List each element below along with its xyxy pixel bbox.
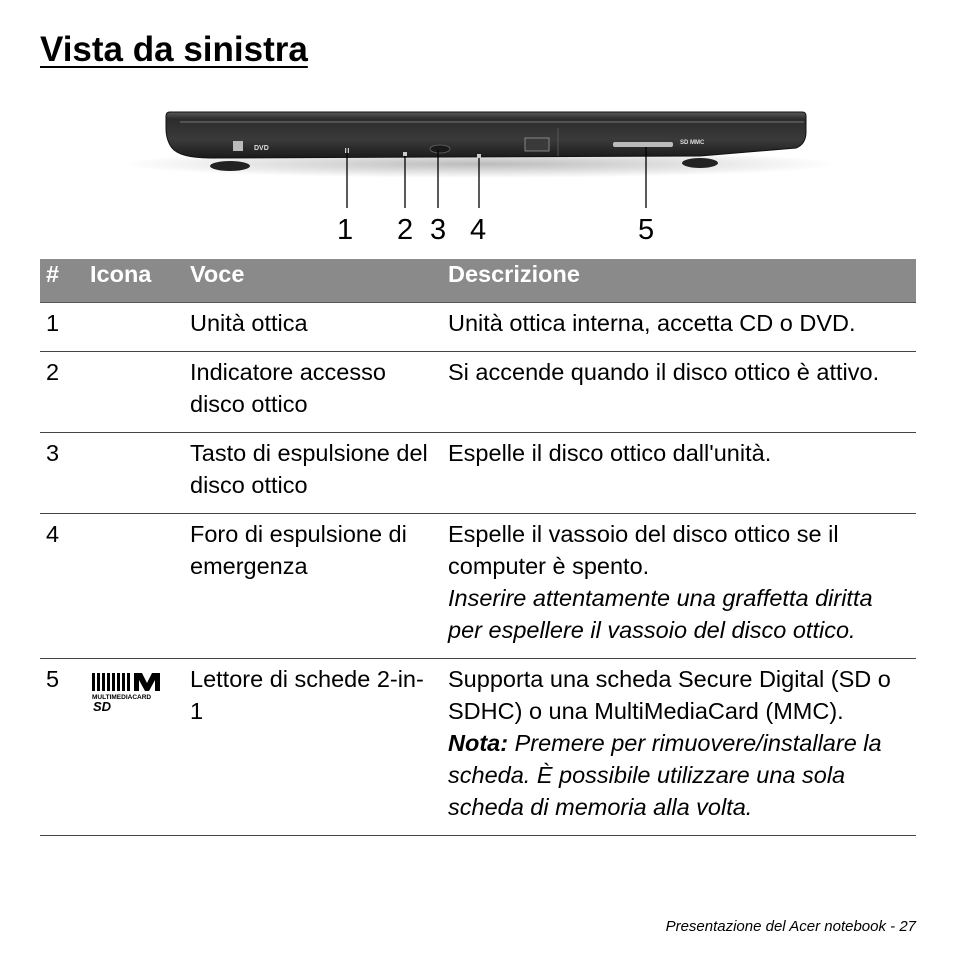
callout-number-3: 3	[430, 214, 447, 246]
row-description: Espelle il disco ottico dall'unità.	[442, 433, 916, 514]
row-note: Premere per rimuovere/installare la scheda. È possibile utilizzare una sola scheda di memoria alla volta.	[448, 730, 882, 820]
table-row	[40, 659, 916, 836]
emergency-eject-hole	[477, 154, 481, 158]
right-foot	[682, 158, 718, 168]
row-icon	[84, 352, 184, 433]
callout-number-4: 4	[470, 214, 487, 246]
header-icon: Icona	[84, 259, 184, 303]
dvd-logo: DVD	[254, 145, 269, 152]
page-footer: Presentazione del Acer notebook - 27	[665, 918, 916, 935]
table-row	[40, 303, 916, 352]
svg-text:MULTIMEDIACARD: MULTIMEDIACARD	[92, 694, 152, 701]
row-number: 2	[40, 352, 84, 433]
callout-number-2: 2	[397, 214, 414, 246]
row-icon	[84, 514, 184, 659]
row-item: Lettore di schede 2-in-1	[184, 659, 442, 836]
multimediacard-sd-icon	[90, 669, 164, 713]
row-note: Inserire attentamente una graffetta diritta per espellere il vassoio del disco ottico.	[448, 585, 873, 643]
callout-number-1: 1	[337, 214, 354, 246]
drive-logo	[525, 138, 549, 151]
table-row	[40, 433, 916, 514]
card-reader-logo: SD MMC	[680, 140, 705, 146]
row-number: 1	[40, 303, 84, 352]
row-description	[442, 659, 916, 836]
row-icon	[84, 303, 184, 352]
table-header-row	[40, 259, 916, 303]
disc-icon	[233, 141, 243, 151]
row-description	[442, 514, 916, 659]
drive-access-indicator	[403, 152, 407, 156]
row-note-label: Nota:	[448, 730, 509, 756]
row-item: Indicatore accesso disco ottico	[184, 352, 442, 433]
page-title: Vista da sinistra	[40, 30, 308, 69]
callout-number-5: 5	[638, 214, 655, 246]
row-description: Si accende quando il disco ottico è attivo.	[442, 352, 916, 433]
row-number: 3	[40, 433, 84, 514]
eject-button	[430, 145, 450, 153]
row-item: Tasto di espulsione del disco ottico	[184, 433, 442, 514]
row-icon	[84, 433, 184, 514]
row-description: Unità ottica interna, accetta CD o DVD.	[442, 303, 916, 352]
row-item: Foro di espulsione di emergenza	[184, 514, 442, 659]
row-description-text: Supporta una scheda Secure Digital (SD o SDHC) o una MultiMediaCard (MMC).	[448, 666, 891, 724]
table-row	[40, 352, 916, 433]
ports-table	[40, 259, 916, 836]
header-item: Voce	[184, 259, 442, 303]
left-foot	[210, 161, 250, 171]
row-icon	[84, 659, 184, 836]
row-item: Unità ottica	[184, 303, 442, 352]
header-number: #	[40, 259, 84, 303]
row-number: 4	[40, 514, 84, 659]
row-description-text: Espelle il vassoio del disco ottico se il computer è spento.	[448, 521, 839, 579]
svg-text:SD: SD	[93, 699, 112, 713]
table-row	[40, 514, 916, 659]
card-reader-slot	[613, 142, 673, 147]
header-description: Descrizione	[442, 259, 916, 303]
row-number: 5	[40, 659, 84, 836]
